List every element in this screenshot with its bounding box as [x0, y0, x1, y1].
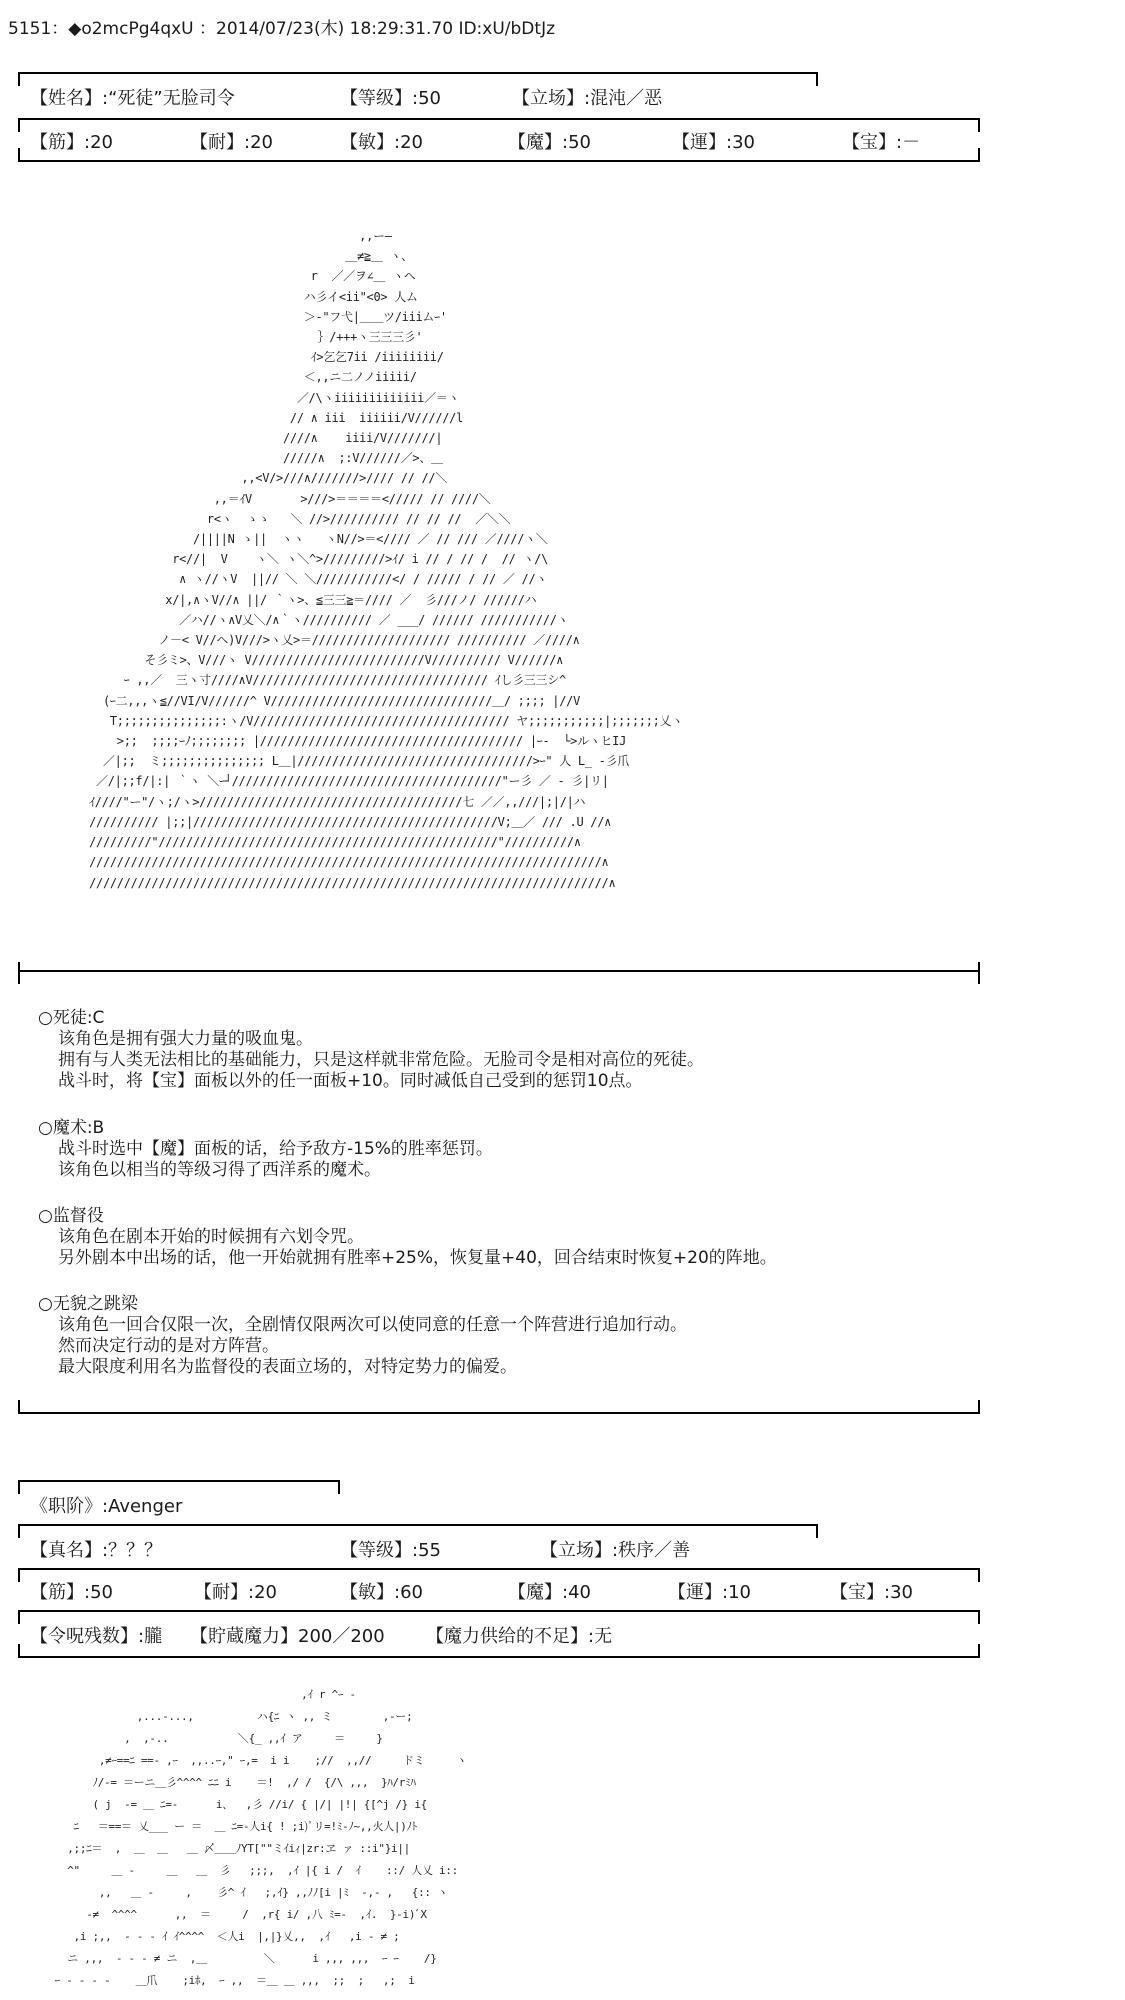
- section-divider: [18, 970, 980, 972]
- table-border: [338, 1480, 340, 1494]
- post-header: 5151：◆o2mcPg4qxU ：2014/07/23(木) 18:29:31.70 ID:xU/bDtJz: [8, 19, 556, 39]
- table-border: [18, 1644, 20, 1658]
- sheet1-alignment: 【立场】:混沌／恶: [512, 88, 663, 109]
- table-border: [18, 160, 980, 162]
- table-border: [18, 148, 20, 162]
- table-border: [18, 118, 20, 132]
- skill-block-faceless-rampage: [38, 1294, 687, 1378]
- skill-title: ○魔术:B: [38, 1118, 105, 1138]
- table-border: [978, 148, 980, 162]
- section-divider: [18, 1400, 20, 1414]
- table-border: [18, 1524, 20, 1538]
- skill-line: 战斗时选中【魔】面板的话，给予敌方-15%的胜率惩罚。: [58, 1139, 493, 1159]
- table-border: [18, 1480, 20, 1494]
- sheet2-stat-agi: 【敏】:60: [340, 1582, 423, 1603]
- table-border: [18, 1568, 980, 1570]
- sheet2-alignment: 【立场】:秩序／善: [540, 1540, 691, 1561]
- section-divider: [18, 962, 20, 984]
- sheet2-stat-luck: 【運】:10: [668, 1582, 751, 1603]
- table-border: [18, 1568, 20, 1582]
- skill-title: ○死徒:C: [38, 1008, 105, 1028]
- table-border: [18, 72, 818, 74]
- sheet1-stat-agi: 【敏】:20: [340, 132, 423, 153]
- sheet2-command-spells: 【令呪残数】:朧: [30, 1626, 163, 1647]
- skill-block-supervisor: [38, 1206, 777, 1269]
- sheet2-name: 【真名】:？？？: [30, 1540, 163, 1561]
- table-border: [18, 118, 980, 120]
- table-border: [816, 72, 818, 86]
- skill-line: 该角色一回合仅限一次，全剧情仅限两次可以使同意的任意一个阵营进行追加行动。: [58, 1315, 687, 1335]
- skill-title: ○无貌之跳梁: [38, 1294, 138, 1314]
- sheet2-stat-str: 【筋】:50: [30, 1582, 113, 1603]
- table-border: [18, 1610, 980, 1612]
- sheet2-level: 【等级】:55: [340, 1540, 441, 1561]
- table-border: [18, 1524, 818, 1526]
- sheet2-stat-end: 【耐】:20: [194, 1582, 277, 1603]
- table-border: [978, 1568, 980, 1582]
- skill-line: 然而决定行动的是对方阵营。: [58, 1336, 279, 1356]
- section-divider: [978, 962, 980, 984]
- sheet1-stat-luck: 【運】:30: [672, 132, 755, 153]
- skill-line: 该角色是拥有强大力量的吸血鬼。: [58, 1029, 313, 1049]
- sheet2-stored-mana: 【貯蔵魔力】200／200: [190, 1626, 385, 1647]
- table-border: [816, 1524, 818, 1538]
- sheet2-stat-mag: 【魔】:40: [508, 1582, 591, 1603]
- sheet2-mana-supply: 【魔力供给的不足】:无: [426, 1626, 613, 1647]
- table-border: [978, 1610, 980, 1624]
- skill-title: ○监督役: [38, 1206, 104, 1226]
- table-border: [18, 1610, 20, 1624]
- ascii-art-avenger-figure: ,ｲ r ^ｰ - ,...-..., ハ{ﾆ ヽ ,, ミ ,-ー; , ,-.. ＼{_ ,,ｲ ア ＝ } ,≠ｰ==ﾆ ==- ,ｰ ,,..ｰ," ｰ,= i i ;// ,,// ドミ ヽ ﾉ/-= ＝ーニ＿彡^^^^ ﾆﾆ i ＝! ,/ / {/\ ,,, }ﾊ/rﾐﾊ ( j -= ＿ ﾆ=- i、 ,彡 //i/ { |/| |!| {[^j /} i{ ﾆ ＝==＝ 乂___ ー ＝ ＿ ﾆ=-人i{ ! ;i)ﾟリ=!ﾐ-ﾉ~,,火人|)ﾉﾄ ,;;ﾆ＝ , ＿ ＿ ＿ 〆＿＿ﾉYT[""ミｲiｨ|zr:ヱ ァ ::i"}i|| ^" ＿ - ＿ ＿ 彡 ;;;, ,ｲ |{ i / ｲ ::/ 人乂 i:: ,, ＿ - , 彡^ ｲ ;,ｲ} ,,ﾉﾉ[i |ﾐ ‐,‐ , {:: ヽ -≠ ^^^^ ,, ＝ / ,r{ i/ ,八 ﾐ=- ,ｲ. }-i)ﾞX ,i ;,, - ‐ ‐ ｲ ｲ^^^^ ＜人i |,|}乂,, ,ｲ ,i ‐ ≠ ; ニ ,,, ‐ ‐ ‐ ≠ ニ ,＿ ＼ i ,,, ,,, ｰ ｰ /} ｰ ‐ ‐ ‐ ‐ ＿爪 ;iﾎ, ｰ ,, ＝＿ ＿ ,,, ;; ; ,; i: [54, 1688, 467, 1987]
- sheet1-stat-str: 【筋】:20: [30, 132, 113, 153]
- skill-line: 另外剧本中出场的话，他一开始就拥有胜率+25%，恢复量+40，回合结束时恢复+20的阵地。: [58, 1248, 777, 1268]
- sheet1-stat-mag: 【魔】:50: [508, 132, 591, 153]
- table-border: [978, 1644, 980, 1658]
- sheet1-name: 【姓名】:“死徒”无脸司令: [30, 88, 235, 109]
- table-border: [18, 1480, 340, 1482]
- skill-line: 拥有与人类无法相比的基础能力，只是这样就非常危险。无脸司令是相对高位的死徒。: [58, 1050, 704, 1070]
- sheet2-stat-np: 【宝】:30: [830, 1582, 913, 1603]
- table-border: [18, 1656, 980, 1658]
- sheet1-level: 【等级】:50: [340, 88, 441, 109]
- section-divider: [18, 1412, 980, 1414]
- skill-line: 战斗时，将【宝】面板以外的任一面板+10。同时减低自己受到的惩罚10点。: [58, 1071, 643, 1091]
- sheet1-stat-end: 【耐】:20: [190, 132, 273, 153]
- skill-line: 最大限度利用名为监督役的表面立场的，对特定势力的偏爱。: [58, 1357, 517, 1377]
- skill-block-dead-apostle: [38, 1008, 704, 1092]
- table-border: [978, 118, 980, 132]
- skill-block-magecraft: [38, 1118, 493, 1181]
- sheet1-stat-np: 【宝】:－: [842, 132, 921, 153]
- ascii-art-vampire-figure: ,,ー― ＿≠≧＿ ヽ、 r ／／ヲ∠＿ ヽヘ ハ彡イ<ii"<0> 人ム ＞-"フ弋|＿＿ツ/iiiムｰ' ｝/+++ヽ三三三彡' ｲ>乞乞7ii /iiiiiiii/ ＜,,ニ二ノノiiiii/ ／/\ヽiiiiiiiiiiiii／＝ヽ // ∧ iii iiiiii/V//////l ////∧ iiii/V///////| /////∧ ;:V//////／>、＿ ,,<V/>///∧///////>//// // //＼ ,,＝ｲV >///>＝＝＝＝<///// // ////＼ r<ヽ ゝゝ ＼ //>////////// // // // ／＼＼ /||||N ゝ|| ヽヽ ヽN//>＝<//// ／ // /// ／////ヽ＼ r<//| V ヽ＼ ヽ＼^>/////////>ｲ/ i // / // / // ヽ/\ ∧ ヽ//ヽV ||// ＼ ＼///////////</ / ///// / // ／ //ヽ x/|,∧ヽV//∧ ||/ ｀ヽ>、≦三三≧＝//// ／ 彡///ノ/ //////ハ ／ハ//ヽ∧V乂＼/∧｀ヽ////////// ／ ___/ ////// ///////////ヽ ノ－< V//ヘ)V///>ヽ乂>＝//////////////////// ////////// ／////∧ そ彡ミ>、V///ヽ V/////////////////////////V////////// V//////∧ ｰ ,,／ 三ヽ寸////∧V////////////////////////////////// ｲし彡三三シ^ (ｰ二,,,ヽ≦//VI/V//////^ V////////////////////////////////＿/ ;;;; |//V T;;;;;;;;;;;;;;;:ヽ/V///////////////////////////////////// ヤ;;;;;;;;;;;|;;;;;;;乂ヽ >;; ;;;;ｰﾉ;;;;;;;; |////////////////////////////////////// |ｰ- └>ルヽヒIJ ／|;; ミ;;;;;;;;;;;;;;; L＿|//////////////////////////////////>ｰ" 人 L_ -彡爪 ／/|;;f/|:| ｀ヽ ＼ｰ┘///////////////////////////////////////"ー彡 ／ ‐ 彡|リ| ｲ////"ー"/ヽ;/ヽ>//////////////////////////////////////七 ／／,,///|;|/|ハ ////////// |;;|////////////////////////////////////////////V;＿／ /// .U //∧ /////////"/////////////////////////////////////////////////"//////////∧ //////////////////////////////////////////////////////////////////////////∧ ///////////////////////////////////////////////////////////////////////////∧: [89, 229, 683, 890]
- skill-line: 该角色以相当的等级习得了西洋系的魔术。: [58, 1160, 381, 1180]
- skill-line: 该角色在剧本开始的时候拥有六划令咒。: [58, 1227, 364, 1247]
- section-divider: [978, 1400, 980, 1414]
- sheet2-class: 《职阶》:Avenger: [30, 1496, 183, 1517]
- table-border: [18, 72, 20, 86]
